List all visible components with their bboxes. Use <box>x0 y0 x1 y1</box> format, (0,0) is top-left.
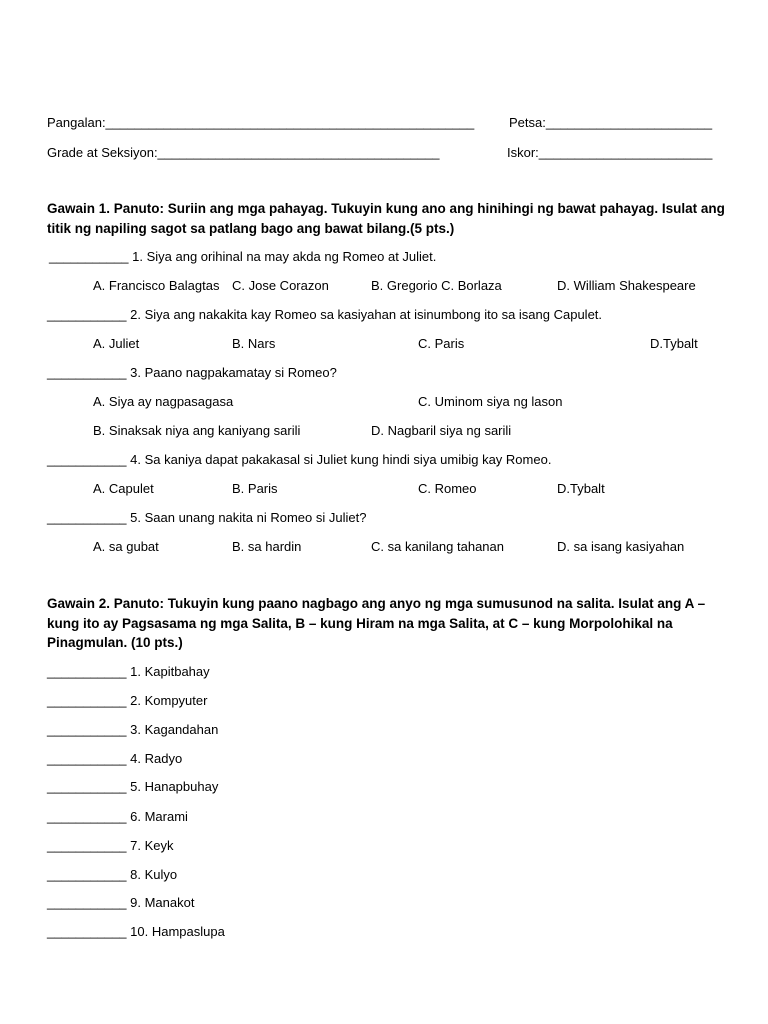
part2-item-9: ___________ 9. Manakot <box>47 895 195 910</box>
question-2: ___________ 2. Siya ang nakakita kay Romeo sa kasiyahan at isinumbong ito sa isang Capulet. <box>47 307 603 322</box>
q2-choice-b: B. Nars <box>232 336 276 351</box>
part2-item-10: ___________ 10. Hampaslupa <box>47 924 225 939</box>
part2-item-3: ___________ 3. Kagandahan <box>47 722 219 737</box>
q3-choice-a: A. Siya ay nagpasagasa <box>93 394 234 409</box>
date-field: Petsa:_______________________ <box>509 115 713 130</box>
question-1: ___________ 1. Siya ang orihinal na may akda ng Romeo at Juliet. <box>49 249 437 264</box>
q4-choice-b: B. Paris <box>232 481 278 496</box>
part2-item-7: ___________ 7. Keyk <box>47 838 174 853</box>
q4-choice-c: C. Romeo <box>418 481 477 496</box>
q5-choice-a: A. sa gubat <box>93 539 159 554</box>
q2-choice-c: C. Paris <box>418 336 465 351</box>
q4-choice-a: A. Capulet <box>93 481 154 496</box>
part2-instructions: Gawain 2. Panuto: Tukuyin kung paano nagbago ang anyo ng mga sumusunod na salita. Isulat ang A – kung ito ay Pagsasama ng mga Salita, B – kung Hiram na mga Salita, at C – kung Morpolohikal na Pinagmulan. (10 pts.) <box>47 596 706 650</box>
question-4: ___________ 4. Sa kaniya dapat pakakasal si Juliet kung hindi siya umibig kay Romeo. <box>47 452 552 467</box>
q5-choice-b: B. sa hardin <box>232 539 302 554</box>
q3-choice-d: D. Nagbaril siya ng sarili <box>371 423 512 438</box>
part2-item-1: ___________ 1. Kapitbahay <box>47 664 210 679</box>
grade-section-field: Grade at Seksiyon:_______________________________________ <box>47 145 440 160</box>
part2-item-4: ___________ 4. Radyo <box>47 751 183 766</box>
question-3: ___________ 3. Paano nagpakamatay si Romeo? <box>47 365 337 380</box>
part2-item-6: ___________ 6. Marami <box>47 809 188 824</box>
q5-choice-d: D. sa isang kasiyahan <box>557 539 685 554</box>
q5-choice-c: C. sa kanilang tahanan <box>371 539 504 554</box>
q3-choice-b: B. Sinaksak niya ang kaniyang sarili <box>93 423 301 438</box>
q1-choice-d: D. William Shakespeare <box>557 278 696 293</box>
name-field: Pangalan:___________________________________________________ <box>47 115 475 130</box>
part2-item-5: ___________ 5. Hanapbuhay <box>47 779 219 794</box>
q1-choice-b: B. Gregorio C. Borlaza <box>371 278 502 293</box>
q2-choice-d: D.Tybalt <box>650 336 698 351</box>
q2-choice-a: A. Juliet <box>93 336 140 351</box>
q1-choice-c: C. Jose Corazon <box>232 278 329 293</box>
q3-choice-c: C. Uminom siya ng lason <box>418 394 563 409</box>
score-field: Iskor:________________________ <box>507 145 713 160</box>
part2-item-2: ___________ 2. Kompyuter <box>47 693 208 708</box>
question-5: ___________ 5. Saan unang nakita ni Romeo si Juliet? <box>47 510 367 525</box>
q4-choice-d: D.Tybalt <box>557 481 605 496</box>
part2-item-8: ___________ 8. Kulyo <box>47 867 178 882</box>
q1-choice-a: A. Francisco Balagtas <box>93 278 220 293</box>
part1-instructions: Gawain 1. Panuto: Suriin ang mga pahayag. Tukuyin kung ano ang hinihingi ng bawat pahayag. Isulat ang titik ng napiling sagot sa patlang bago ang bawat bilang.(5 pts.) <box>47 201 725 236</box>
